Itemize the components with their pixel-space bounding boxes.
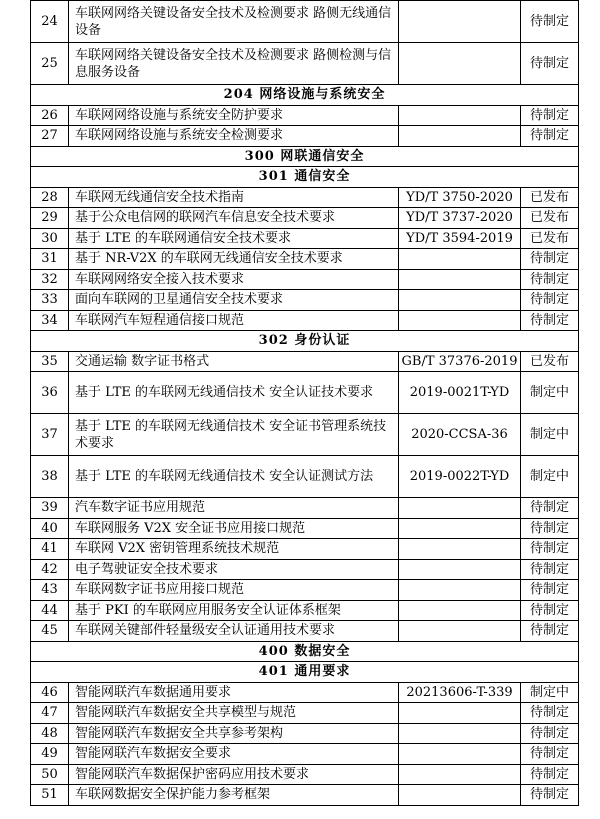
standard-status: 待制定 bbox=[521, 105, 579, 126]
standard-code bbox=[399, 269, 521, 290]
standard-name: 车联网网络安全接入技术要求 bbox=[69, 269, 399, 290]
table-row bbox=[31, 126, 579, 147]
row-number: 26 bbox=[31, 105, 69, 126]
table-row bbox=[31, 187, 579, 208]
standard-code: 20213606-T-339 bbox=[399, 682, 521, 703]
standard-name: 车联网网络关键设备安全技术及检测要求 路侧无线通信设备 bbox=[69, 1, 399, 43]
table-row bbox=[31, 682, 579, 703]
standard-code: 2020-CCSA-36 bbox=[399, 414, 521, 456]
row-number: 27 bbox=[31, 126, 69, 147]
row-number: 40 bbox=[31, 518, 69, 539]
table-row bbox=[31, 764, 579, 785]
row-number: 47 bbox=[31, 703, 69, 724]
standard-code bbox=[399, 518, 521, 539]
standard-code bbox=[399, 105, 521, 126]
standard-status: 待制定 bbox=[521, 580, 579, 601]
standards-document bbox=[30, 0, 578, 806]
standard-name: 车联网数字证书应用接口规范 bbox=[69, 580, 399, 601]
standard-status: 待制定 bbox=[521, 518, 579, 539]
standard-code bbox=[399, 126, 521, 147]
standard-status: 待制定 bbox=[521, 785, 579, 806]
row-number: 32 bbox=[31, 269, 69, 290]
section-title: 400 数据安全 bbox=[31, 641, 579, 662]
standard-status: 待制定 bbox=[521, 1, 579, 43]
table-row bbox=[31, 600, 579, 621]
standards-table-body bbox=[31, 1, 579, 806]
row-number: 30 bbox=[31, 228, 69, 249]
row-number: 29 bbox=[31, 208, 69, 229]
section-header-row bbox=[31, 662, 579, 683]
table-row bbox=[31, 372, 579, 414]
row-number: 35 bbox=[31, 351, 69, 372]
row-number: 51 bbox=[31, 785, 69, 806]
standard-name: 车联网网络设施与系统安全检测要求 bbox=[69, 126, 399, 147]
standard-status: 待制定 bbox=[521, 249, 579, 270]
standard-status: 待制定 bbox=[521, 126, 579, 147]
standard-code bbox=[399, 723, 521, 744]
standard-name: 车联网无线通信安全技术指南 bbox=[69, 187, 399, 208]
standard-name: 基于 NR-V2X 的车联网无线通信安全技术要求 bbox=[69, 249, 399, 270]
standard-status: 制定中 bbox=[521, 682, 579, 703]
standard-code bbox=[399, 43, 521, 85]
standard-status: 已发布 bbox=[521, 208, 579, 229]
standard-code: YD/T 3594-2019 bbox=[399, 228, 521, 249]
standard-name: 车联网数据安全保护能力参考框架 bbox=[69, 785, 399, 806]
standard-code bbox=[399, 764, 521, 785]
standard-status: 已发布 bbox=[521, 228, 579, 249]
standard-status: 待制定 bbox=[521, 621, 579, 642]
standard-name: 车联网 V2X 密钥管理系统技术规范 bbox=[69, 539, 399, 560]
standard-code bbox=[399, 559, 521, 580]
standard-code bbox=[399, 785, 521, 806]
standard-code bbox=[399, 249, 521, 270]
row-number: 33 bbox=[31, 290, 69, 311]
section-title: 301 通信安全 bbox=[31, 167, 579, 188]
table-row bbox=[31, 703, 579, 724]
standard-status: 待制定 bbox=[521, 744, 579, 765]
row-number: 28 bbox=[31, 187, 69, 208]
standard-name: 基于 LTE 的车联网通信安全技术要求 bbox=[69, 228, 399, 249]
standard-status: 待制定 bbox=[521, 764, 579, 785]
standard-status: 待制定 bbox=[521, 723, 579, 744]
row-number: 31 bbox=[31, 249, 69, 270]
standard-code bbox=[399, 600, 521, 621]
standard-name: 电子驾驶证安全技术要求 bbox=[69, 559, 399, 580]
section-header-row bbox=[31, 331, 579, 352]
section-title: 300 网联通信安全 bbox=[31, 146, 579, 167]
standard-code: GB/T 37376-2019 bbox=[399, 351, 521, 372]
table-row bbox=[31, 249, 579, 270]
table-row bbox=[31, 228, 579, 249]
table-row bbox=[31, 539, 579, 560]
standard-name: 基于公众电信网的联网汽车信息安全技术要求 bbox=[69, 208, 399, 229]
row-number: 49 bbox=[31, 744, 69, 765]
standard-status: 待制定 bbox=[521, 539, 579, 560]
standard-status: 待制定 bbox=[521, 269, 579, 290]
section-title: 302 身份认证 bbox=[31, 331, 579, 352]
table-row bbox=[31, 723, 579, 744]
standard-status: 制定中 bbox=[521, 372, 579, 414]
table-row bbox=[31, 1, 579, 43]
standard-name: 车联网网络关键设备安全技术及检测要求 路侧检测与信息服务设备 bbox=[69, 43, 399, 85]
row-number: 45 bbox=[31, 621, 69, 642]
row-number: 37 bbox=[31, 414, 69, 456]
section-header-row bbox=[31, 641, 579, 662]
standard-status: 待制定 bbox=[521, 290, 579, 311]
standard-name: 交通运输 数字证书格式 bbox=[69, 351, 399, 372]
section-header-row bbox=[31, 167, 579, 188]
table-row bbox=[31, 785, 579, 806]
row-number: 25 bbox=[31, 43, 69, 85]
table-row bbox=[31, 269, 579, 290]
standard-name: 基于 PKI 的车联网应用服务安全认证体系框架 bbox=[69, 600, 399, 621]
table-row bbox=[31, 580, 579, 601]
table-row bbox=[31, 498, 579, 519]
row-number: 43 bbox=[31, 580, 69, 601]
standard-name: 车联网汽车短程通信接口规范 bbox=[69, 310, 399, 331]
standard-code bbox=[399, 539, 521, 560]
standard-status: 待制定 bbox=[521, 498, 579, 519]
table-row bbox=[31, 351, 579, 372]
standard-code bbox=[399, 310, 521, 331]
table-row bbox=[31, 744, 579, 765]
standard-name: 车联网网络设施与系统安全防护要求 bbox=[69, 105, 399, 126]
row-number: 42 bbox=[31, 559, 69, 580]
table-row bbox=[31, 43, 579, 85]
row-number: 36 bbox=[31, 372, 69, 414]
standard-name: 智能网联汽车数据保护密码应用技术要求 bbox=[69, 764, 399, 785]
standard-name: 智能网联汽车数据通用要求 bbox=[69, 682, 399, 703]
standard-status: 待制定 bbox=[521, 559, 579, 580]
row-number: 48 bbox=[31, 723, 69, 744]
standard-name: 面向车联网的卫星通信安全技术要求 bbox=[69, 290, 399, 311]
standard-status: 待制定 bbox=[521, 600, 579, 621]
table-row bbox=[31, 105, 579, 126]
standard-name: 基于 LTE 的车联网无线通信技术 安全证书管理系统技术要求 bbox=[69, 414, 399, 456]
table-row bbox=[31, 290, 579, 311]
standard-name: 汽车数字证书应用规范 bbox=[69, 498, 399, 519]
standard-code bbox=[399, 580, 521, 601]
standard-name: 车联网服务 V2X 安全证书应用接口规范 bbox=[69, 518, 399, 539]
standard-status: 待制定 bbox=[521, 43, 579, 85]
table-row bbox=[31, 559, 579, 580]
table-row bbox=[31, 621, 579, 642]
table-row bbox=[31, 208, 579, 229]
section-title: 401 通用要求 bbox=[31, 662, 579, 683]
table-row bbox=[31, 456, 579, 498]
table-row bbox=[31, 310, 579, 331]
row-number: 24 bbox=[31, 1, 69, 43]
standard-code: YD/T 3737-2020 bbox=[399, 208, 521, 229]
standard-status: 制定中 bbox=[521, 456, 579, 498]
standard-code: 2019-0021T-YD bbox=[399, 372, 521, 414]
standard-status: 待制定 bbox=[521, 310, 579, 331]
table-row bbox=[31, 518, 579, 539]
standard-code bbox=[399, 498, 521, 519]
row-number: 34 bbox=[31, 310, 69, 331]
section-header-row bbox=[31, 85, 579, 106]
standard-code bbox=[399, 1, 521, 43]
section-header-row bbox=[31, 146, 579, 167]
standard-code bbox=[399, 621, 521, 642]
standard-name: 智能网联汽车数据安全要求 bbox=[69, 744, 399, 765]
section-title: 204 网络设施与系统安全 bbox=[31, 85, 579, 106]
row-number: 44 bbox=[31, 600, 69, 621]
standard-name: 智能网联汽车数据安全共享参考架构 bbox=[69, 723, 399, 744]
standard-code: YD/T 3750-2020 bbox=[399, 187, 521, 208]
row-number: 50 bbox=[31, 764, 69, 785]
standard-code: 2019-0022T-YD bbox=[399, 456, 521, 498]
row-number: 41 bbox=[31, 539, 69, 560]
standard-name: 智能网联汽车数据安全共享模型与规范 bbox=[69, 703, 399, 724]
row-number: 46 bbox=[31, 682, 69, 703]
standard-code bbox=[399, 290, 521, 311]
table-row bbox=[31, 414, 579, 456]
row-number: 39 bbox=[31, 498, 69, 519]
standards-table bbox=[30, 0, 579, 806]
standard-name: 基于 LTE 的车联网无线通信技术 安全认证技术要求 bbox=[69, 372, 399, 414]
standard-name: 基于 LTE 的车联网无线通信技术 安全认证测试方法 bbox=[69, 456, 399, 498]
standard-code bbox=[399, 703, 521, 724]
standard-status: 已发布 bbox=[521, 187, 579, 208]
standard-name: 车联网关键部件轻量级安全认证通用技术要求 bbox=[69, 621, 399, 642]
standard-status: 已发布 bbox=[521, 351, 579, 372]
standard-status: 待制定 bbox=[521, 703, 579, 724]
standard-code bbox=[399, 744, 521, 765]
standard-status: 制定中 bbox=[521, 414, 579, 456]
row-number: 38 bbox=[31, 456, 69, 498]
